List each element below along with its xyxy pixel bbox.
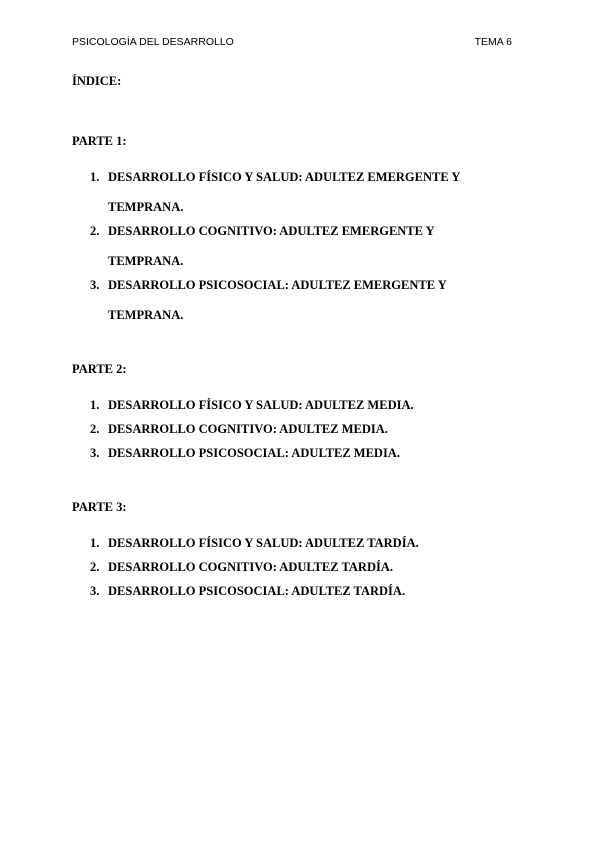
part-title: PARTE 3: — [72, 500, 127, 514]
part-2-list — [72, 390, 512, 468]
part-1-list — [72, 162, 512, 330]
part-3-list — [72, 528, 512, 606]
document-body — [72, 72, 512, 636]
list-item — [72, 216, 512, 276]
item-text: DESARROLLO COGNITIVO: ADULTEZ MEDIA. — [108, 422, 388, 436]
item-text: DESARROLLO PSICOSOCIAL: ADULTEZ EMERGENTE Y TEMPRANA. — [108, 278, 447, 322]
item-text: DESARROLLO PSICOSOCIAL: ADULTEZ MEDIA. — [108, 446, 400, 460]
part-2 — [72, 360, 512, 468]
header-subject: PSICOLOGÍA DEL DESARROLLO — [72, 36, 234, 48]
header-topic: TEMA 6 — [474, 36, 512, 48]
item-number: 1. — [90, 170, 100, 184]
item-number: 3. — [90, 584, 100, 598]
item-text: DESARROLLO COGNITIVO: ADULTEZ EMERGENTE Y TEMPRANA. — [108, 224, 435, 268]
item-number: 1. — [90, 536, 100, 550]
item-number: 1. — [90, 398, 100, 412]
item-number: 2. — [90, 224, 100, 238]
part-title: PARTE 2: — [72, 362, 127, 376]
part-title: PARTE 1: — [72, 134, 127, 148]
part-3 — [72, 498, 512, 606]
list-item — [72, 438, 512, 468]
item-number: 2. — [90, 422, 100, 436]
item-text: DESARROLLO FÍSICO Y SALUD: ADULTEZ EMERGENTE Y TEMPRANA. — [108, 170, 460, 214]
item-text: DESARROLLO COGNITIVO: ADULTEZ TARDÍA. — [108, 560, 393, 574]
item-number: 3. — [90, 278, 100, 292]
item-text: DESARROLLO FÍSICO Y SALUD: ADULTEZ TARDÍA. — [108, 536, 419, 550]
index-title: ÍNDICE: — [72, 74, 122, 88]
list-item — [72, 576, 512, 606]
item-text: DESARROLLO FÍSICO Y SALUD: ADULTEZ MEDIA. — [108, 398, 414, 412]
list-item — [72, 162, 512, 222]
list-item — [72, 270, 512, 330]
item-text: DESARROLLO PSICOSOCIAL: ADULTEZ TARDÍA. — [108, 584, 406, 598]
page-header — [72, 36, 512, 50]
item-number: 3. — [90, 446, 100, 460]
part-1 — [72, 132, 512, 330]
item-number: 2. — [90, 560, 100, 574]
